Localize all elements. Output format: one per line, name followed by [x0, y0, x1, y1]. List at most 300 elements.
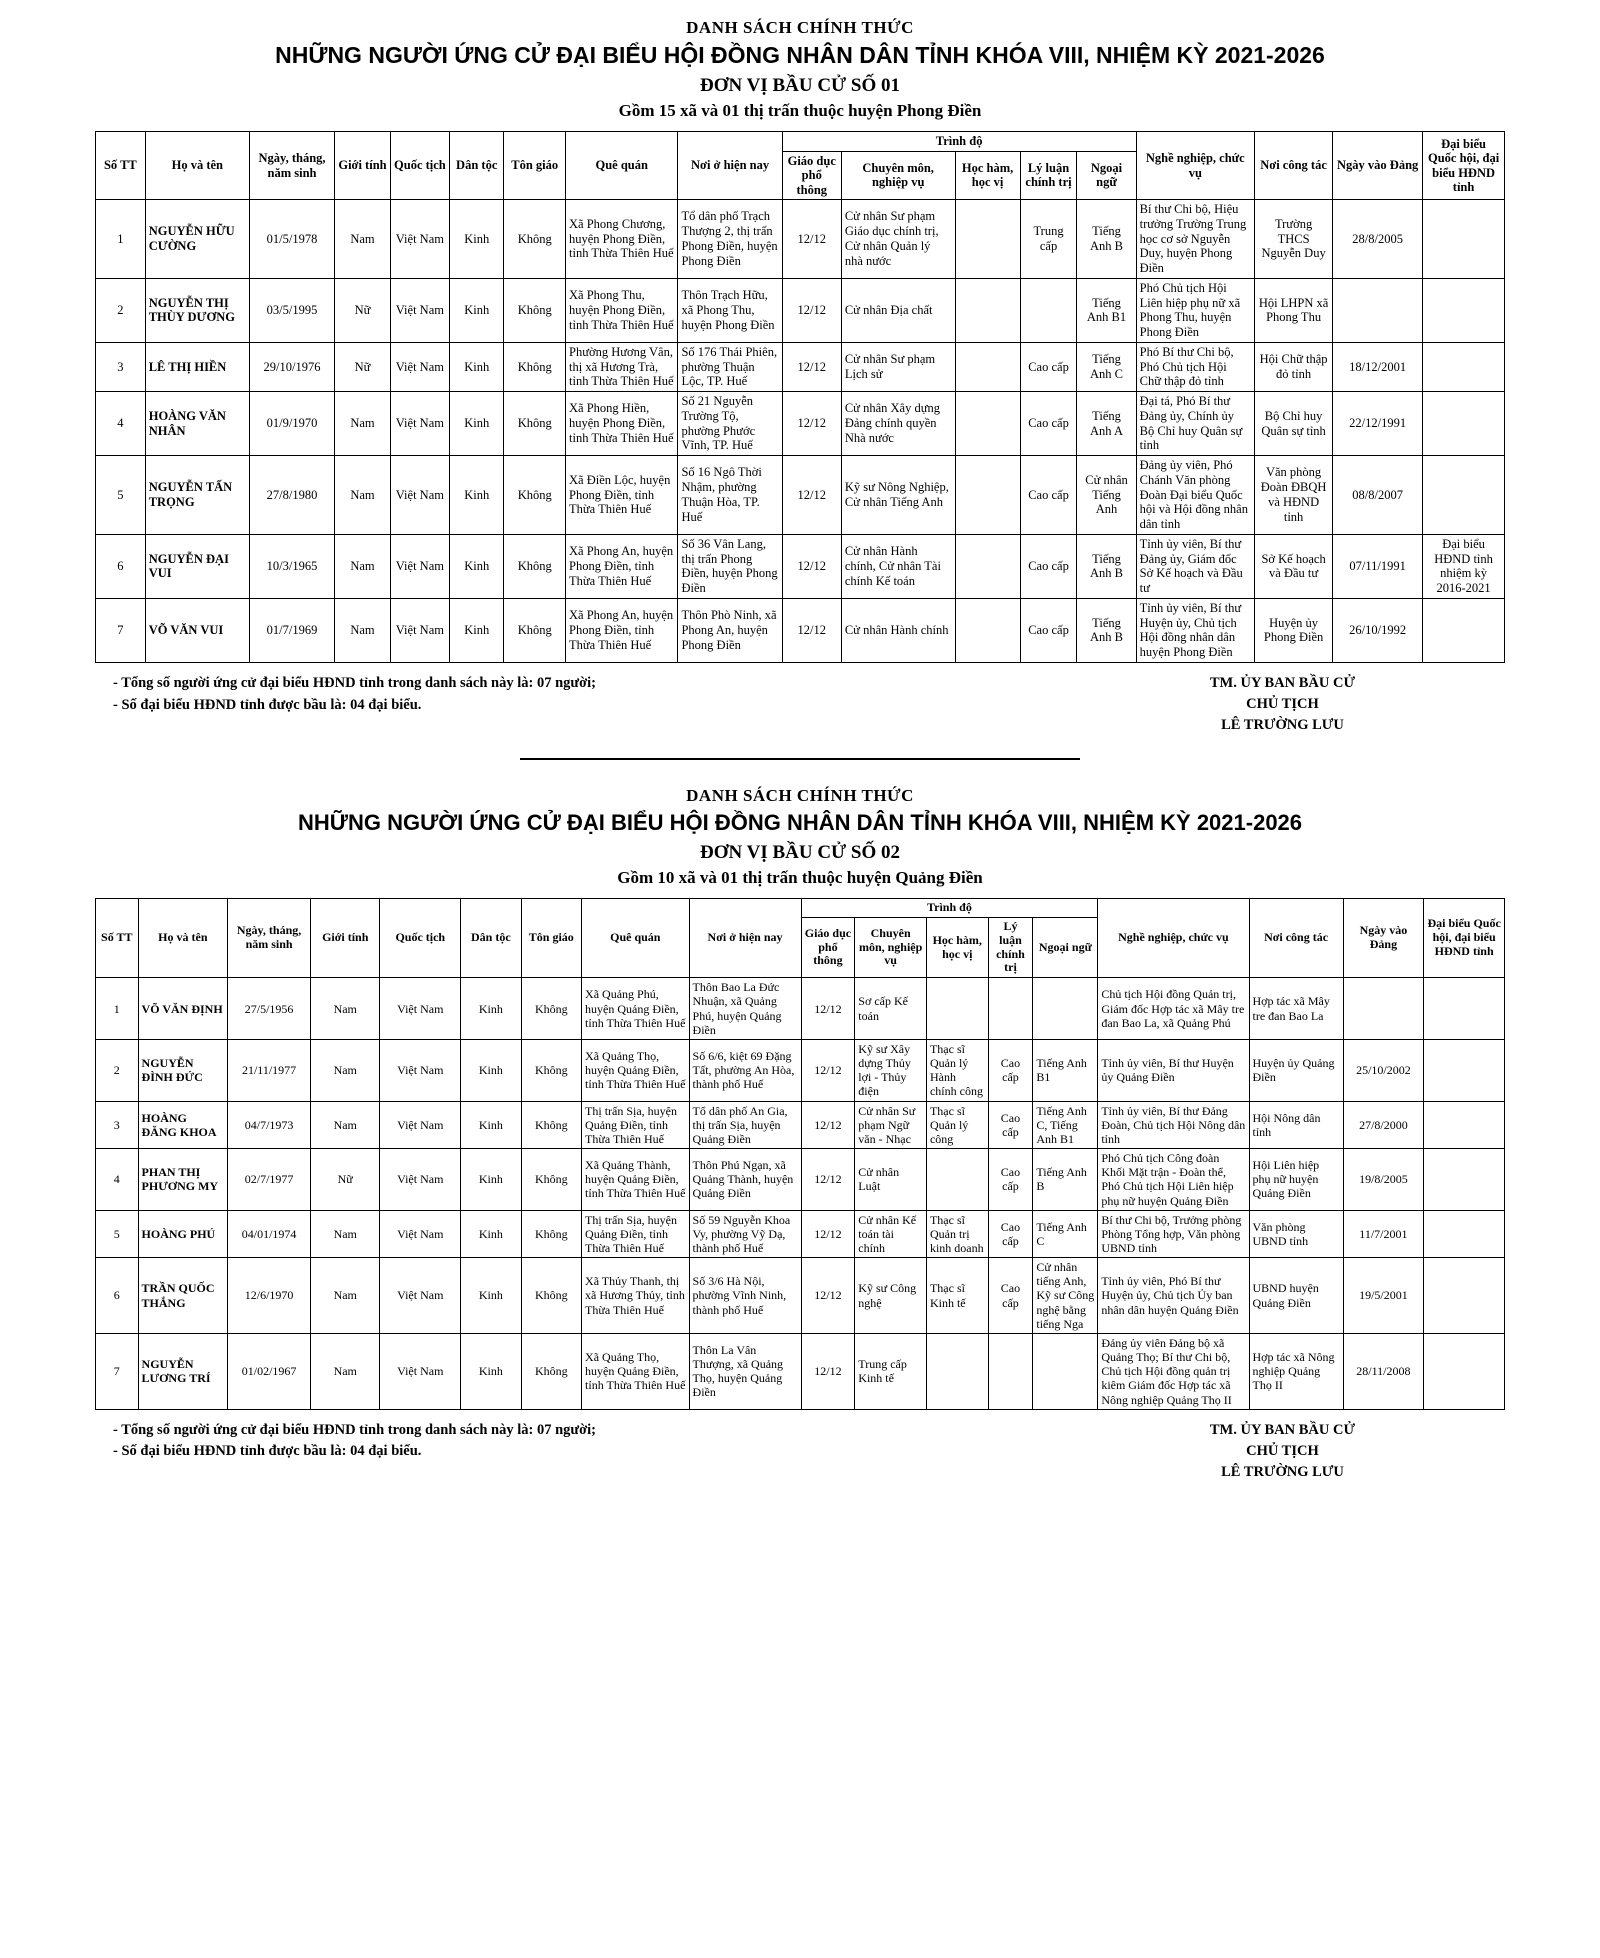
cell-residence: Số 6/6, kiệt 69 Đặng Tất, phường An Hòa, thành phố Huế	[689, 1039, 801, 1101]
cell-edu-foreign	[1033, 978, 1098, 1040]
cell-religion: Không	[521, 1258, 581, 1334]
cell-edu-general: 12/12	[782, 278, 841, 342]
cell-workplace: Hội Chữ thập đỏ tỉnh	[1255, 342, 1333, 391]
cell-edu-politics: Cao cấp	[988, 1101, 1033, 1148]
cell-sex: Nữ	[335, 342, 391, 391]
cell-dob: 04/7/1973	[228, 1101, 311, 1148]
cell-stt: 5	[96, 1210, 139, 1257]
table-header-row	[96, 898, 1505, 917]
signature-role: CHỦ TỊCH	[1246, 1442, 1319, 1459]
cell-ethnic: Kinh	[449, 598, 503, 662]
col-nationality: Quốc tịch	[380, 898, 461, 978]
cell-dob: 01/5/1978	[249, 200, 334, 279]
cell-name: NGUYỄN ĐẠI VUI	[145, 534, 249, 598]
footer-total-candidates: - Tổng số người ứng cử đại biểu HĐND tỉnh trong danh sách này là: 07 người;	[113, 1421, 597, 1438]
col-edu-politics: Lý luận chính trị	[1020, 151, 1077, 200]
cell-workplace: UBND huyện Quảng Điền	[1249, 1258, 1343, 1334]
cell-job: Đảng ủy viên Đảng bộ xã Quảng Thọ; Bí thư Chi bộ, Chủ tịch Hội đồng quản trị kiêm Giám đốc Hợp tác xã Nông nghiệp Quảng Thọ II	[1098, 1333, 1249, 1409]
cell-dob: 04/01/1974	[228, 1210, 311, 1257]
cell-workplace: Hội Nông dân tỉnh	[1249, 1101, 1343, 1148]
cell-sex: Nam	[311, 1101, 380, 1148]
footer-signature	[1210, 1420, 1505, 1483]
cell-job: Chủ tịch Hội đồng Quản trị, Giám đốc Hợp tác xã Mây tre đan Bao La, xã Quảng Phú	[1098, 978, 1249, 1040]
cell-edu-major: Cử nhân Kế toán tài chính	[855, 1210, 927, 1257]
col-residence: Nơi ở hiện nay	[689, 898, 801, 978]
cell-dob: 12/6/1970	[228, 1258, 311, 1334]
col-education-group: Trình độ	[782, 132, 1136, 152]
cell-party-date: 22/12/1991	[1333, 392, 1423, 456]
cell-party-date	[1333, 278, 1423, 342]
table-header-row	[96, 132, 1505, 152]
col-edu-major: Chuyên môn, nghiệp vụ	[841, 151, 955, 200]
cell-hometown: Xã Quảng Thọ, huyện Quảng Điền, tỉnh Thừa Thiên Huế	[582, 1039, 690, 1101]
cell-edu-foreign: Cử nhân Tiếng Anh	[1077, 456, 1136, 535]
cell-edu-politics	[988, 1333, 1033, 1409]
cell-edu-general: 12/12	[801, 1333, 855, 1409]
cell-ethnic: Kinh	[461, 1333, 521, 1409]
table-row	[96, 1258, 1505, 1334]
table-row	[96, 598, 1505, 662]
cell-name: LÊ THỊ HIỀN	[145, 342, 249, 391]
cell-dob: 27/5/1956	[228, 978, 311, 1040]
cell-name: HOÀNG ĐĂNG KHOA	[138, 1101, 228, 1148]
col-party-date: Ngày vào Đảng	[1343, 898, 1424, 978]
cell-party-date: 11/7/2001	[1343, 1210, 1424, 1257]
cell-ethnic: Kinh	[449, 456, 503, 535]
cell-ethnic: Kinh	[461, 1101, 521, 1148]
cell-hometown: Xã Phong Hiền, huyện Phong Điền, tỉnh Thừa Thiên Huế	[566, 392, 678, 456]
cell-nationality: Việt Nam	[390, 278, 449, 342]
cell-sex: Nam	[311, 1258, 380, 1334]
cell-religion: Không	[504, 342, 566, 391]
cell-residence: Thôn Phú Ngạn, xã Quảng Thành, huyện Quảng Điền	[689, 1149, 801, 1211]
signature-name: LÊ TRƯỜNG LƯU	[1221, 716, 1344, 733]
cell-edu-foreign: Tiếng Anh C, Tiếng Anh B1	[1033, 1101, 1098, 1148]
cell-edu-politics	[988, 978, 1033, 1040]
document-kicker: DANH SÁCH CHÍNH THỨC	[686, 785, 914, 805]
cell-hometown: Xã Quảng Phú, huyện Quảng Điền, tỉnh Thừa Thiên Huế	[582, 978, 690, 1040]
cell-delegate	[1424, 1101, 1505, 1148]
cell-party-date	[1343, 978, 1424, 1040]
col-religion: Tôn giáo	[521, 898, 581, 978]
cell-workplace: Bộ Chỉ huy Quân sự tỉnh	[1255, 392, 1333, 456]
cell-job: Đại tá, Phó Bí thư Đảng ủy, Chính ủy Bộ Chỉ huy Quân sự tỉnh	[1136, 392, 1254, 456]
cell-religion: Không	[521, 1210, 581, 1257]
table-row	[96, 1333, 1505, 1409]
cell-edu-degree	[926, 1333, 988, 1409]
cell-ethnic: Kinh	[461, 1210, 521, 1257]
cell-sex: Nam	[311, 1333, 380, 1409]
cell-hometown: Xã Thủy Thanh, thị xã Hương Thủy, tỉnh Thừa Thiên Huế	[582, 1258, 690, 1334]
cell-name: NGUYỄN ĐÌNH ĐỨC	[138, 1039, 228, 1101]
cell-job: Tỉnh ủy viên, Bí thư Huyện ủy, Chủ tịch Hội đồng nhân dân huyện Phong Điền	[1136, 598, 1254, 662]
cell-workplace: Huyện ủy Quảng Điền	[1249, 1039, 1343, 1101]
cell-edu-foreign	[1033, 1333, 1098, 1409]
cell-delegate	[1423, 278, 1505, 342]
cell-delegate	[1424, 1149, 1505, 1211]
cell-nationality: Việt Nam	[390, 392, 449, 456]
cell-sex: Nam	[335, 456, 391, 535]
cell-stt: 2	[96, 1039, 139, 1101]
cell-delegate	[1423, 392, 1505, 456]
cell-edu-degree	[955, 200, 1020, 279]
cell-residence: Thôn Bao La Đức Nhuận, xã Quảng Phú, huyện Quảng Điền	[689, 978, 801, 1040]
cell-residence: Thôn Phò Ninh, xã Phong An, huyện Phong Điền	[678, 598, 782, 662]
electoral-scope: Gồm 10 xã và 01 thị trấn thuộc huyện Quảng Điền	[617, 867, 983, 887]
cell-religion: Không	[504, 456, 566, 535]
cell-edu-politics: Cao cấp	[988, 1149, 1033, 1211]
cell-hometown: Thị trấn Sịa, huyện Quảng Điền, tỉnh Thừa Thiên Huế	[582, 1101, 690, 1148]
cell-edu-major: Cử nhân Sư phạm Lịch sử	[841, 342, 955, 391]
cell-religion: Không	[504, 598, 566, 662]
cell-party-date: 26/10/1992	[1333, 598, 1423, 662]
col-edu-degree: Học hàm, học vị	[926, 917, 988, 978]
cell-workplace: Hợp tác xã Mây tre đan Bao La	[1249, 978, 1343, 1040]
cell-edu-foreign: Tiếng Anh C	[1077, 342, 1136, 391]
cell-edu-general: 12/12	[801, 978, 855, 1040]
col-job: Nghề nghiệp, chức vụ	[1136, 132, 1254, 200]
cell-hometown: Xã Phong Chương, huyện Phong Điền, tỉnh Thừa Thiên Huế	[566, 200, 678, 279]
cell-edu-degree	[926, 1149, 988, 1211]
cell-delegate	[1423, 342, 1505, 391]
cell-stt: 1	[96, 978, 139, 1040]
cell-party-date: 28/8/2005	[1333, 200, 1423, 279]
cell-dob: 27/8/1980	[249, 456, 334, 535]
col-hometown: Quê quán	[566, 132, 678, 200]
table-row	[96, 534, 1505, 598]
cell-hometown: Xã Phong Thu, huyện Phong Điền, tỉnh Thừa Thiên Huế	[566, 278, 678, 342]
cell-edu-degree	[955, 342, 1020, 391]
cell-religion: Không	[521, 1101, 581, 1148]
electoral-scope: Gồm 15 xã và 01 thị trấn thuộc huyện Phong Điền	[618, 101, 982, 120]
cell-nationality: Việt Nam	[390, 200, 449, 279]
cell-edu-foreign: Tiếng Anh B1	[1033, 1039, 1098, 1101]
col-sex: Giới tính	[335, 132, 391, 200]
cell-name: PHAN THỊ PHƯƠNG MY	[138, 1149, 228, 1211]
cell-job: Tỉnh ủy viên, Bí thư Đảng ủy, Giám đốc Sở Kế hoạch và Đầu tư	[1136, 534, 1254, 598]
cell-religion: Không	[521, 1333, 581, 1409]
cell-edu-general: 12/12	[801, 1101, 855, 1148]
cell-job: Bí thư Chi bộ, Hiệu trưởng Trường Trung học cơ sở Nguyễn Duy, huyện Phong Điền	[1136, 200, 1254, 279]
cell-stt: 1	[96, 200, 146, 279]
cell-delegate	[1424, 1210, 1505, 1257]
cell-edu-general: 12/12	[782, 342, 841, 391]
cell-residence: Số 59 Nguyễn Khoa Vy, phường Vỹ Dạ, thành phố Huế	[689, 1210, 801, 1257]
cell-stt: 5	[96, 456, 146, 535]
cell-workplace: Hợp tác xã Nông nghiệp Quảng Thọ II	[1249, 1333, 1343, 1409]
cell-hometown: Xã Quảng Thành, huyện Quảng Điền, tỉnh Thừa Thiên Huế	[582, 1149, 690, 1211]
cell-edu-foreign: Cử nhân tiếng Anh, Kỹ sư Công nghệ bằng tiếng Nga	[1033, 1258, 1098, 1334]
signature-org: TM. ỦY BAN BẦU CỬ	[1209, 1421, 1355, 1438]
cell-religion: Không	[521, 978, 581, 1040]
cell-stt: 2	[96, 278, 146, 342]
cell-residence: Tổ dân phố An Gia, thị trấn Sịa, huyện Quảng Điền	[689, 1101, 801, 1148]
cell-edu-general: 12/12	[801, 1039, 855, 1101]
cell-edu-politics: Cao cấp	[1020, 342, 1077, 391]
cell-workplace: Hội Liên hiệp phụ nữ huyện Quảng Điền	[1249, 1149, 1343, 1211]
cell-residence: Thôn Trạch Hữu, xã Phong Thu, huyện Phong Điền	[678, 278, 782, 342]
cell-job: Bí thư Chi bộ, Trưởng phòng Phòng Tổng hợp, Văn phòng UBND tỉnh	[1098, 1210, 1249, 1257]
cell-nationality: Việt Nam	[380, 1210, 461, 1257]
cell-edu-major: Cử nhân Sư phạm Giáo dục chính trị, Cử nhân Quản lý nhà nước	[841, 200, 955, 279]
cell-religion: Không	[504, 392, 566, 456]
cell-edu-politics: Cao cấp	[988, 1039, 1033, 1101]
cell-edu-degree	[926, 978, 988, 1040]
cell-hometown: Phường Hương Vân, thị xã Hương Trà, tỉnh Thừa Thiên Huế	[566, 342, 678, 391]
cell-ethnic: Kinh	[461, 1258, 521, 1334]
candidate-list-section-1	[0, 18, 1600, 736]
cell-party-date: 27/8/2000	[1343, 1101, 1424, 1148]
cell-sex: Nam	[311, 1210, 380, 1257]
cell-residence: Tổ dân phố Trạch Thượng 2, thị trấn Phong Điền, huyện Phong Điền	[678, 200, 782, 279]
cell-name: NGUYỄN HỮU CƯỜNG	[145, 200, 249, 279]
col-nationality: Quốc tịch	[390, 132, 449, 200]
cell-sex: Nữ	[311, 1149, 380, 1211]
cell-stt: 4	[96, 392, 146, 456]
document-kicker: DANH SÁCH CHÍNH THỨC	[686, 18, 914, 37]
cell-name: NGUYỄN THỊ THÙY DƯƠNG	[145, 278, 249, 342]
cell-nationality: Việt Nam	[380, 1149, 461, 1211]
cell-residence: Số 21 Nguyễn Trường Tộ, phường Phước Vĩnh, TP. Huế	[678, 392, 782, 456]
cell-job: Tỉnh ủy viên, Phó Bí thư Huyện ủy, Chủ tịch Ủy ban nhân dân huyện Quảng Điền	[1098, 1258, 1249, 1334]
cell-edu-general: 12/12	[782, 456, 841, 535]
footer-summary	[95, 673, 596, 736]
col-stt: Số TT	[96, 132, 146, 200]
table-row	[96, 392, 1505, 456]
cell-name: VÕ VĂN ĐỊNH	[138, 978, 228, 1040]
cell-edu-politics: Trung cấp	[1020, 200, 1077, 279]
cell-name: HOÀNG VĂN NHÂN	[145, 392, 249, 456]
cell-delegate	[1423, 200, 1505, 279]
cell-party-date: 18/12/2001	[1333, 342, 1423, 391]
cell-job: Phó Chủ tịch Công đoàn Khối Mặt trận - Đoàn thể, Phó Chủ tịch Hội Liên hiệp phụ nữ huyện Quảng Điền	[1098, 1149, 1249, 1211]
cell-ethnic: Kinh	[449, 278, 503, 342]
cell-religion: Không	[521, 1149, 581, 1211]
cell-nationality: Việt Nam	[380, 1333, 461, 1409]
cell-residence: Số 36 Vân Lang, thị trấn Phong Điền, huyện Phong Điền	[678, 534, 782, 598]
table-row	[96, 1149, 1505, 1211]
cell-edu-politics	[1020, 278, 1077, 342]
cell-sex: Nam	[311, 978, 380, 1040]
cell-dob: 10/3/1965	[249, 534, 334, 598]
cell-stt: 7	[96, 1333, 139, 1409]
col-delegate: Đại biểu Quốc hội, đại biểu HĐND tỉnh	[1423, 132, 1505, 200]
footer-total-candidates: - Tổng số người ứng cử đại biểu HĐND tỉnh trong danh sách này là: 07 người;	[113, 674, 597, 691]
cell-party-date: 08/8/2007	[1333, 456, 1423, 535]
cell-edu-foreign: Tiếng Anh B	[1077, 200, 1136, 279]
cell-residence: Thôn La Vân Thượng, xã Quảng Thọ, huyện Quảng Điền	[689, 1333, 801, 1409]
cell-stt: 6	[96, 1258, 139, 1334]
cell-edu-degree: Thạc sĩ Quản lý công	[926, 1101, 988, 1148]
cell-edu-degree: Thạc sĩ Quản trị kinh doanh	[926, 1210, 988, 1257]
cell-hometown: Xã Phong An, huyện Phong Điền, tỉnh Thừa Thiên Huế	[566, 598, 678, 662]
cell-job: Đảng ủy viên, Phó Chánh Văn phòng Đoàn Đại biểu Quốc hội và Hội đồng nhân dân tỉnh	[1136, 456, 1254, 535]
cell-party-date: 19/8/2005	[1343, 1149, 1424, 1211]
cell-sex: Nam	[311, 1039, 380, 1101]
table-row	[96, 1039, 1505, 1101]
cell-edu-degree	[955, 392, 1020, 456]
cell-sex: Nam	[335, 392, 391, 456]
cell-party-date: 19/5/2001	[1343, 1258, 1424, 1334]
cell-delegate	[1423, 598, 1505, 662]
cell-dob: 21/11/1977	[228, 1039, 311, 1101]
table-row	[96, 1101, 1505, 1148]
cell-edu-general: 12/12	[801, 1210, 855, 1257]
col-residence: Nơi ở hiện nay	[678, 132, 782, 200]
cell-edu-degree: Thạc sĩ Kinh tế	[926, 1258, 988, 1334]
col-edu-degree: Học hàm, học vị	[955, 151, 1020, 200]
cell-delegate	[1424, 978, 1505, 1040]
cell-nationality: Việt Nam	[390, 534, 449, 598]
page-title: NHỮNG NGƯỜI ỨNG CỬ ĐẠI BIỂU HỘI ĐỒNG NHÂN DÂN TỈNH KHÓA VIII, NHIỆM KỲ 2021-2026	[275, 42, 1325, 68]
col-education-group: Trình độ	[801, 898, 1098, 917]
col-delegate: Đại biểu Quốc hội, đại biểu HĐND tỉnh	[1424, 898, 1505, 978]
cell-stt: 3	[96, 1101, 139, 1148]
cell-edu-major: Cử nhân Xây dựng Đảng chính quyền Nhà nước	[841, 392, 955, 456]
table-row	[96, 200, 1505, 279]
cell-name: HOÀNG PHÚ	[138, 1210, 228, 1257]
col-edu-general: Giáo dục phổ thông	[782, 151, 841, 200]
cell-edu-general: 12/12	[782, 200, 841, 279]
col-workplace: Nơi công tác	[1255, 132, 1333, 200]
cell-sex: Nữ	[335, 278, 391, 342]
electoral-unit: ĐƠN VỊ BẦU CỬ SỐ 02	[699, 841, 901, 863]
cell-sex: Nam	[335, 200, 391, 279]
cell-party-date: 07/11/1991	[1333, 534, 1423, 598]
cell-job: Phó Bí thư Chi bộ, Phó Chủ tịch Hội Chữ thập đỏ tỉnh	[1136, 342, 1254, 391]
cell-dob: 02/7/1977	[228, 1149, 311, 1211]
col-stt: Số TT	[96, 898, 139, 978]
cell-edu-major: Trung cấp Kinh tế	[855, 1333, 927, 1409]
cell-nationality: Việt Nam	[380, 978, 461, 1040]
cell-name: NGUYỄN TẤN TRỌNG	[145, 456, 249, 535]
table-row	[96, 342, 1505, 391]
cell-edu-general: 12/12	[782, 598, 841, 662]
section-footer	[95, 1420, 1505, 1483]
col-sex: Giới tính	[311, 898, 380, 978]
cell-nationality: Việt Nam	[390, 598, 449, 662]
cell-edu-foreign: Tiếng Anh A	[1077, 392, 1136, 456]
col-religion: Tôn giáo	[504, 132, 566, 200]
col-workplace: Nơi công tác	[1249, 898, 1343, 978]
signature-role: CHỦ TỊCH	[1246, 695, 1319, 712]
page-title: NHỮNG NGƯỜI ỨNG CỬ ĐẠI BIỂU HỘI ĐỒNG NHÂN DÂN TỈNH KHÓA VIII, NHIỆM KỲ 2021-2026	[297, 809, 1303, 835]
cell-delegate	[1424, 1039, 1505, 1101]
cell-edu-degree	[955, 456, 1020, 535]
cell-delegate	[1423, 456, 1505, 535]
col-edu-foreign: Ngoại ngữ	[1033, 917, 1098, 978]
footer-seats: - Số đại biểu HĐND tỉnh được bầu là: 04 đại biểu.	[113, 1443, 422, 1460]
cell-dob: 01/9/1970	[249, 392, 334, 456]
cell-nationality: Việt Nam	[390, 342, 449, 391]
cell-sex: Nam	[335, 598, 391, 662]
cell-ethnic: Kinh	[449, 392, 503, 456]
cell-dob: 01/7/1969	[249, 598, 334, 662]
cell-edu-degree	[955, 534, 1020, 598]
cell-hometown: Thị trấn Sịa, huyện Quảng Điền, tỉnh Thừa Thiên Huế	[582, 1210, 690, 1257]
cell-edu-degree: Thạc sĩ Quản lý Hành chính công	[926, 1039, 988, 1101]
table-row	[96, 1210, 1505, 1257]
electoral-unit: ĐƠN VỊ BẦU CỬ SỐ 01	[699, 75, 901, 96]
col-dob: Ngày, tháng, năm sinh	[249, 132, 334, 200]
cell-edu-politics: Cao cấp	[988, 1210, 1033, 1257]
col-name: Họ và tên	[145, 132, 249, 200]
cell-edu-major: Cử nhân Địa chất	[841, 278, 955, 342]
cell-ethnic: Kinh	[461, 1039, 521, 1101]
cell-delegate: Đại biểu HĐND tỉnh nhiệm kỳ 2016-2021	[1423, 534, 1505, 598]
cell-delegate	[1424, 1333, 1505, 1409]
cell-stt: 3	[96, 342, 146, 391]
cell-residence: Số 176 Thái Phiên, phường Thuận Lộc, TP. Huế	[678, 342, 782, 391]
table-row	[96, 456, 1505, 535]
cell-stt: 6	[96, 534, 146, 598]
cell-edu-politics: Cao cấp	[1020, 456, 1077, 535]
col-edu-foreign: Ngoại ngữ	[1077, 151, 1136, 200]
table-row	[96, 978, 1505, 1040]
col-ethnic: Dân tộc	[461, 898, 521, 978]
candidates-table-2	[95, 898, 1505, 1410]
cell-edu-major: Cử nhân Hành chính	[841, 598, 955, 662]
cell-job: Phó Chủ tịch Hội Liên hiệp phụ nữ xã Phong Thu, huyện Phong Điền	[1136, 278, 1254, 342]
cell-edu-foreign: Tiếng Anh B	[1033, 1149, 1098, 1211]
cell-religion: Không	[504, 278, 566, 342]
section-divider	[520, 758, 1080, 760]
cell-hometown: Xã Quảng Thọ, huyện Quảng Điền, tỉnh Thừa Thiên Huế	[582, 1333, 690, 1409]
cell-edu-major: Cử nhân Luật	[855, 1149, 927, 1211]
cell-job: Tỉnh ủy viên, Bí thư Huyện ủy Quảng Điền	[1098, 1039, 1249, 1101]
table-row	[96, 278, 1505, 342]
col-party-date: Ngày vào Đảng	[1333, 132, 1423, 200]
cell-nationality: Việt Nam	[380, 1258, 461, 1334]
col-edu-politics: Lý luận chính trị	[988, 917, 1033, 978]
cell-ethnic: Kinh	[449, 200, 503, 279]
candidates-table-1	[95, 131, 1505, 663]
cell-dob: 03/5/1995	[249, 278, 334, 342]
cell-party-date: 25/10/2002	[1343, 1039, 1424, 1101]
cell-edu-major: Cử nhân Hành chính, Cử nhân Tài chính Kế toán	[841, 534, 955, 598]
footer-summary	[95, 1420, 596, 1483]
cell-nationality: Việt Nam	[380, 1039, 461, 1101]
cell-hometown: Xã Phong An, huyện Phong Điền, tỉnh Thừa Thiên Huế	[566, 534, 678, 598]
cell-edu-major: Kỹ sư Công nghệ	[855, 1258, 927, 1334]
cell-residence: Số 16 Ngô Thời Nhậm, phường Thuận Hòa, TP. Huế	[678, 456, 782, 535]
cell-edu-major: Sơ cấp Kế toán	[855, 978, 927, 1040]
cell-edu-politics: Cao cấp	[988, 1258, 1033, 1334]
cell-name: NGUYỄN LƯƠNG TRÍ	[138, 1333, 228, 1409]
cell-edu-politics: Cao cấp	[1020, 598, 1077, 662]
cell-workplace: Văn phòng UBND tỉnh	[1249, 1210, 1343, 1257]
cell-ethnic: Kinh	[449, 534, 503, 598]
cell-edu-major: Cử nhân Sư phạm Ngữ văn - Nhạc	[855, 1101, 927, 1148]
cell-edu-general: 12/12	[801, 1258, 855, 1334]
cell-edu-general: 12/12	[801, 1149, 855, 1211]
cell-edu-foreign: Tiếng Anh B1	[1077, 278, 1136, 342]
cell-workplace: Trường THCS Nguyễn Duy	[1255, 200, 1333, 279]
cell-name: TRẦN QUỐC THẮNG	[138, 1258, 228, 1334]
cell-edu-major: Kỹ sư Xây dựng Thủy lợi - Thủy điện	[855, 1039, 927, 1101]
cell-workplace: Huyện ủy Phong Điền	[1255, 598, 1333, 662]
cell-name: VÕ VĂN VUI	[145, 598, 249, 662]
cell-ethnic: Kinh	[449, 342, 503, 391]
cell-religion: Không	[504, 534, 566, 598]
cell-delegate	[1424, 1258, 1505, 1334]
cell-edu-general: 12/12	[782, 534, 841, 598]
col-ethnic: Dân tộc	[449, 132, 503, 200]
cell-job: Tỉnh ủy viên, Bí thư Đảng Đoàn, Chủ tịch Hội Nông dân tỉnh	[1098, 1101, 1249, 1148]
col-dob: Ngày, tháng, năm sinh	[228, 898, 311, 978]
col-edu-general: Giáo dục phổ thông	[801, 917, 855, 978]
cell-residence: Số 3/6 Hà Nội, phường Vĩnh Ninh, thành phố Huế	[689, 1258, 801, 1334]
